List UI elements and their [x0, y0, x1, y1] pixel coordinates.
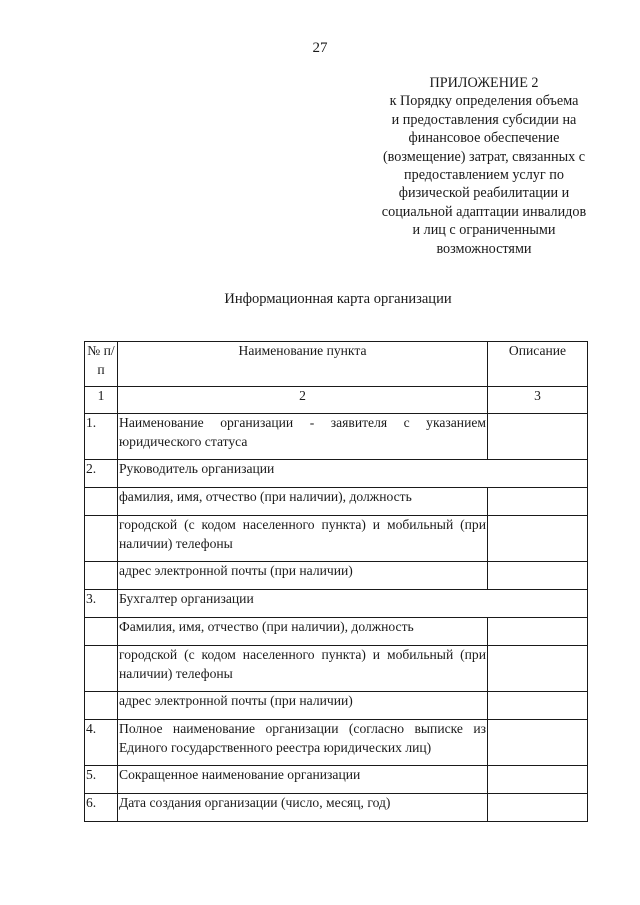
row-num	[85, 692, 118, 720]
info-card-table	[84, 341, 588, 822]
table-row	[85, 766, 588, 794]
row-name: Дата создания организации (число, месяц, год)	[118, 794, 488, 822]
row-name: Наименование организации - заявителя с указанием юридического статуса	[118, 414, 488, 460]
row-name: фамилия, имя, отчество (при наличии), должность	[118, 488, 488, 516]
row-desc[interactable]	[488, 562, 588, 590]
appendix-header	[372, 74, 596, 258]
header-num: № п/п	[85, 342, 118, 387]
appendix-line: (возмещение) затрат, связанных с	[382, 148, 586, 165]
index-cell: 3	[488, 387, 588, 414]
row-name: Бухгалтер организации	[118, 590, 588, 618]
row-num: 6.	[85, 794, 118, 822]
row-desc[interactable]	[488, 692, 588, 720]
row-num	[85, 646, 118, 692]
table-row	[85, 460, 588, 488]
document-title: Информационная карта организации	[224, 291, 452, 307]
table-row	[85, 646, 588, 692]
appendix-line: к Порядку определения объема	[389, 93, 579, 110]
row-num	[85, 618, 118, 646]
row-desc[interactable]	[488, 794, 588, 822]
row-name: адрес электронной почты (при наличии)	[118, 692, 488, 720]
appendix-line: физической реабилитации и	[398, 185, 570, 202]
row-num: 5.	[85, 766, 118, 794]
table-row	[85, 562, 588, 590]
table-header-row	[85, 342, 588, 387]
row-name: Полное наименование организации (согласно выписке из Единого государственного реестра юридических лиц)	[118, 720, 488, 766]
table-row	[85, 720, 588, 766]
table-row	[85, 414, 588, 460]
row-desc[interactable]	[488, 720, 588, 766]
appendix-line: финансовое обеспечение	[408, 130, 560, 147]
appendix-line: и предоставления субсидии на	[391, 111, 577, 128]
table-row	[85, 692, 588, 720]
table-row	[85, 488, 588, 516]
row-desc[interactable]	[488, 618, 588, 646]
table-row	[85, 794, 588, 822]
row-num	[85, 488, 118, 516]
row-desc[interactable]	[488, 516, 588, 562]
row-desc[interactable]	[488, 766, 588, 794]
appendix-line: ПРИЛОЖЕНИЕ 2	[429, 75, 539, 91]
header-desc: Описание	[488, 342, 588, 387]
table-index-row	[85, 387, 588, 414]
row-num: 2.	[85, 460, 118, 488]
table-row	[85, 516, 588, 562]
appendix-line: возможностями	[436, 240, 532, 257]
row-name: городской (с кодом населенного пункта) и мобильный (при наличии) телефоны	[118, 646, 488, 692]
row-desc[interactable]	[488, 488, 588, 516]
row-num	[85, 562, 118, 590]
row-name: адрес электронной почты (при наличии)	[118, 562, 488, 590]
row-name: Руководитель организации	[118, 460, 588, 488]
row-name: Сокращенное наименование организации	[118, 766, 488, 794]
index-cell: 2	[118, 387, 488, 414]
row-desc[interactable]	[488, 414, 588, 460]
appendix-line: социальной адаптации инвалидов	[381, 203, 587, 220]
appendix-line: предоставлением услуг по	[404, 167, 564, 184]
table-row	[85, 618, 588, 646]
row-num: 1.	[85, 414, 118, 460]
row-num	[85, 516, 118, 562]
header-name: Наименование пункта	[118, 342, 488, 387]
row-desc[interactable]	[488, 646, 588, 692]
row-name: Фамилия, имя, отчество (при наличии), должность	[118, 618, 488, 646]
table-row	[85, 590, 588, 618]
row-name: городской (с кодом населенного пункта) и мобильный (при наличии) телефоны	[118, 516, 488, 562]
page-number: 27	[312, 40, 328, 56]
appendix-line: и лиц с ограниченными	[412, 222, 556, 239]
row-num: 4.	[85, 720, 118, 766]
row-num: 3.	[85, 590, 118, 618]
index-cell: 1	[85, 387, 118, 414]
